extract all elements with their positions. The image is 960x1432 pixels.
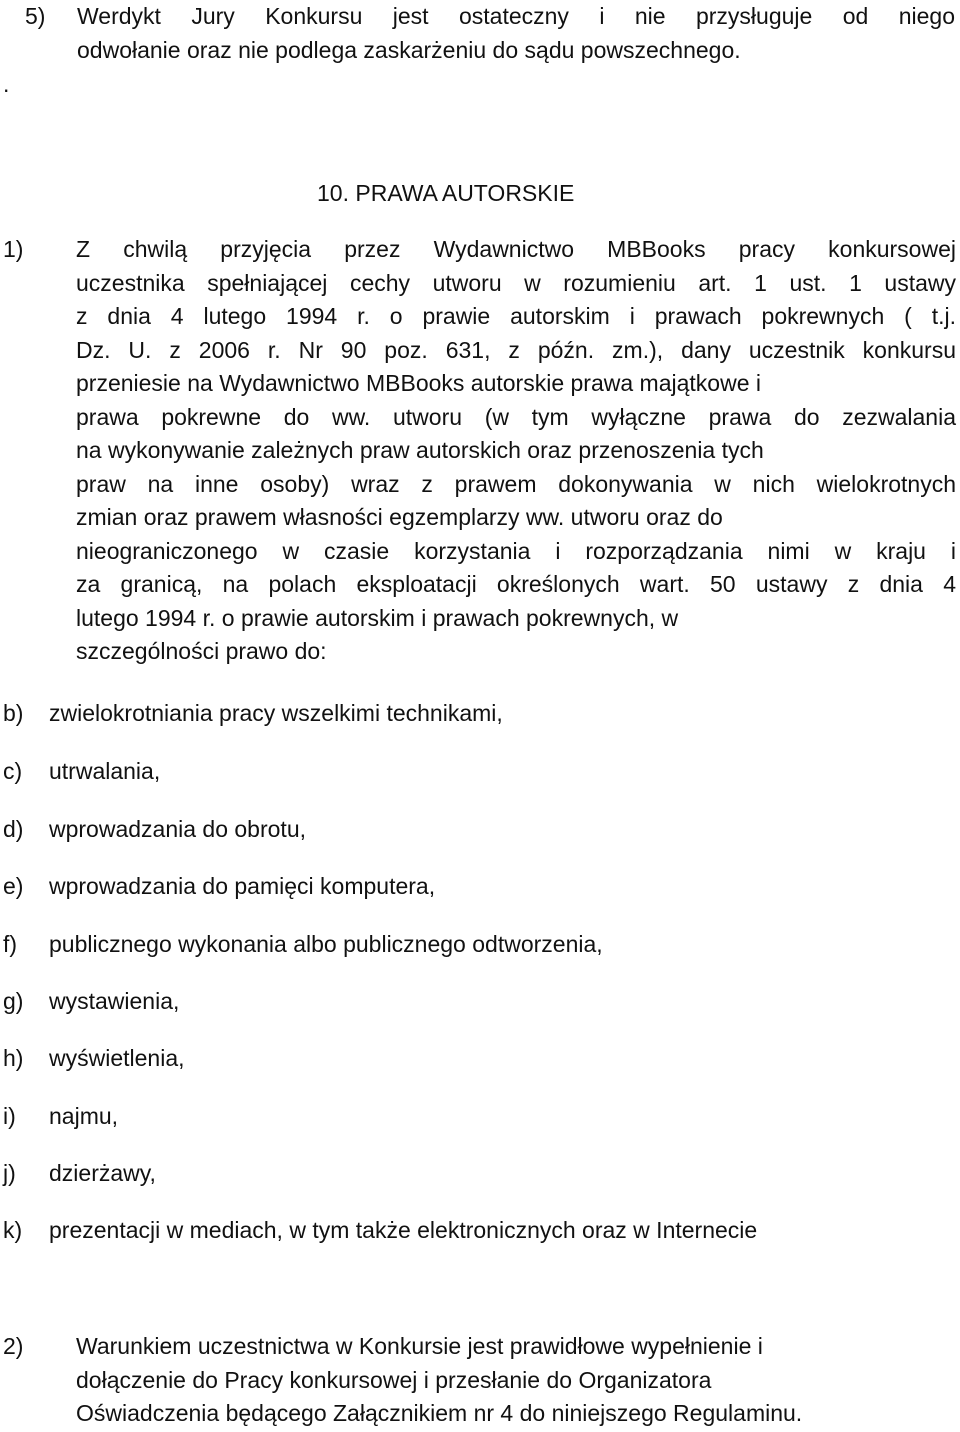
paragraph-item-2 [3, 1330, 956, 1431]
item-number: 1) [3, 236, 24, 262]
text-line: odwołanie oraz nie podlega zaskarżeniu do sądu powszechnego. [77, 36, 741, 63]
list-letter: g) [3, 988, 24, 1014]
list-text: utrwalania, [49, 758, 161, 784]
text-line: przeniesie na Wydawnictwo MBBooks autorskie prawa majątkowe i [76, 370, 761, 396]
list-item [3, 985, 179, 1019]
item-body [76, 233, 956, 669]
text-line: lutego 1994 r. o prawie autorskim i prawach pokrewnych, w [76, 604, 679, 631]
text-line: na wykonywanie zależnych praw autorskich oraz przenoszenia tych [76, 437, 764, 463]
list-item [3, 1157, 156, 1191]
list-text: publicznego wykonania albo publicznego odtworzenia, [49, 931, 603, 957]
text-line: Werdykt Jury Konkursu jest ostateczny i nie przysługuje od niego [77, 3, 955, 29]
paragraph-item-5 [25, 0, 955, 67]
section-heading: 10. PRAWA AUTORSKIE [317, 180, 575, 206]
list-item [3, 755, 160, 789]
list-text: wprowadzania do pamięci komputera, [49, 873, 436, 899]
text-line: Z chwilą przyjęcia przez Wydawnictwo MBBooks pracy konkursowej [76, 236, 956, 262]
list-letter: d) [3, 816, 24, 842]
text-line: nieograniczonego w czasie korzystania i rozporządzania nimi w kraju i [76, 537, 956, 564]
text-line: za granicą, na polach eksploatacji określonych wart. 50 ustawy z dnia 4 [76, 571, 956, 597]
list-item [3, 928, 603, 962]
item-number: 2) [3, 1333, 24, 1359]
list-letter: k) [3, 1217, 23, 1243]
paragraph-item-1 [3, 233, 956, 669]
text-line: uczestnika spełniającej cechy utworu w rozumieniu art. 1 ust. 1 ustawy [76, 269, 956, 296]
list-text: najmu, [49, 1103, 119, 1129]
item-body [76, 1330, 956, 1431]
list-text: wyświetlenia, [49, 1045, 185, 1071]
list-item [3, 1042, 185, 1076]
text-line: z dnia 4 lutego 1994 r. o prawie autorskim i prawach pokrewnych ( t.j. [76, 303, 956, 329]
text-line: dołączenie do Pracy konkursowej i przesłanie do Organizatora [76, 1366, 712, 1393]
text-line: Warunkiem uczestnictwa w Konkursie jest prawidłowe wypełnienie i [76, 1333, 763, 1359]
text-line: zmian oraz prawem własności egzemplarzy ww. utworu oraz do [76, 504, 723, 530]
list-letter: h) [3, 1045, 24, 1071]
text-line: prawa pokrewne do ww. utworu (w tym wyłączne prawa do zezwalania [76, 403, 956, 430]
list-text: prezentacji w mediach, w tym także elektronicznych oraz w Internecie [49, 1217, 758, 1243]
text-line: Oświadczenia będącego Załącznikiem nr 4 do niniejszego Regulaminu. [76, 1400, 803, 1426]
list-text: wystawienia, [49, 988, 180, 1014]
list-item [3, 870, 435, 904]
list-letter: e) [3, 873, 24, 899]
list-letter: b) [3, 700, 24, 726]
list-item [3, 1214, 757, 1248]
stray-dot: . [3, 71, 10, 97]
list-item [3, 697, 503, 731]
text-line: praw na inne osoby) wraz z prawem dokonywania w nich wielokrotnych [76, 470, 956, 497]
list-item [3, 813, 306, 847]
list-text: zwielokrotniania pracy wszelkimi technikami, [49, 700, 503, 726]
text-line: Dz. U. z 2006 r. Nr 90 poz. 631, z późn. zm.), dany uczestnik konkursu [76, 336, 956, 363]
list-letter: i) [3, 1103, 16, 1129]
list-text: wprowadzania do obrotu, [49, 816, 306, 842]
list-text: dzierżawy, [49, 1160, 156, 1186]
item-number: 5) [25, 3, 46, 29]
text-line: szczególności prawo do: [76, 638, 327, 664]
list-item [3, 1100, 118, 1134]
list-letter: j) [3, 1160, 16, 1186]
list-letter: c) [3, 758, 23, 784]
item-body [77, 0, 955, 67]
list-letter: f) [3, 931, 18, 957]
